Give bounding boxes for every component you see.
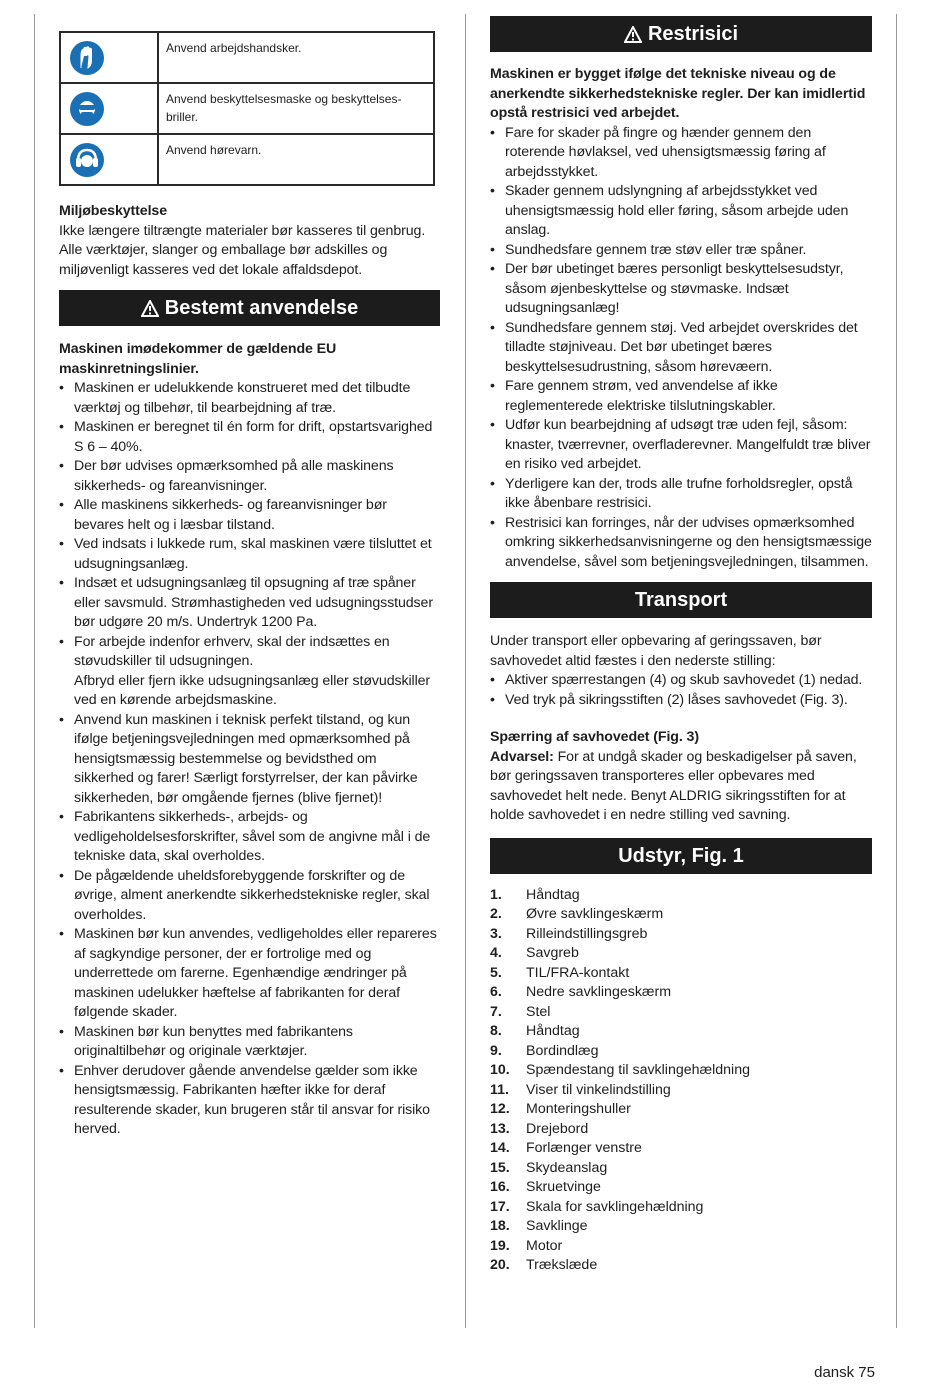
list-item: 12. Monteringshuller <box>490 1101 631 1117</box>
list-item: • Fare gennem strøm, ved anvendelse af ikke reglementerede elektriske tilslutningskabler. <box>490 377 872 416</box>
list-item: • Indsæt et udsugningsanlæg til opsugning af træ spåner eller savsmuld. Strømhastigheden ved udsugningsstudser bør udgøre 20 m/s. Undertryk 1200 Pa. <box>59 574 440 633</box>
ppe-text: Anvend hørevarn. <box>158 134 434 185</box>
intended-use-header <box>59 290 440 326</box>
left-column <box>59 202 440 1140</box>
equipment-list <box>490 886 872 1276</box>
list-item: 7. Stel <box>490 1003 551 1020</box>
list-item: • Sundhedsfare gennem støj. Ved arbejdet overskrides det tilladte støjniveau. Det bør ubetinget bæres beskyttelsesudrustning, såsom hørevæern. <box>490 319 872 378</box>
list-item: • Sundhedsfare gennem træ støv eller træ spåner. <box>490 241 872 261</box>
transport-text: Under transport eller opbevaring af geringssaven, bør savhovedet altid fæstes i den nederste stilling: <box>490 633 822 669</box>
intended-use-heading: Bestemt anvendelse <box>164 297 359 319</box>
environment-heading: Miljøbeskyttelse <box>59 203 167 219</box>
list-item: 4. Savgreb <box>490 945 579 961</box>
ppe-table <box>59 31 435 186</box>
list-item: • Fabrikantens sikkerheds-, arbejds- og vedligeholdelsesforskrifter, såvel som de angivne mål i de tekniske data, skal overholdes. <box>59 808 440 867</box>
ppe-text: Anvend arbejdshandsker. <box>158 32 434 83</box>
column-rule-right <box>896 14 897 1328</box>
list-item: • Enhver derudover gående anvendelse gælder som ikke hensigtsmæssig. Fabrikanten hæfter ikke for deraf resulterende skader, kun brugeren står til ansvar for risiko herved. <box>59 1062 440 1140</box>
list-item: 15. Skydeanslag <box>490 1159 608 1176</box>
warning-triangle-icon <box>141 293 159 329</box>
list-item: 19. Motor <box>490 1237 563 1254</box>
list-item: • Maskinen er beregnet til én form for drift, opstartsvarighed S 6 – 40%. <box>59 418 440 457</box>
warning-paragraph <box>490 748 872 826</box>
list-item: • Der bør ubetinget bæres personligt beskyttelsesudstyr, såsom øjenbeskyttelse og støvmaske. Indsæt udsugningsanlæg! <box>490 260 872 319</box>
ppe-row <box>60 32 434 83</box>
list-item: 14. Forlænger venstre <box>490 1140 642 1156</box>
restrictions-heading: Restrisici <box>647 23 739 45</box>
list-item: • Maskinen bør kun anvendes, vedligeholdes eller repareres af sagkyndige personer, der er fortrolige med og underrettede om farerne. Egenhændige ændringer på maskinen udelukker hæftelse af fabrikanten for deraf følgende skader. <box>59 925 440 1023</box>
column-rule-center <box>465 14 466 1328</box>
list-item-text: For arbejde indenfor erhverv, skal der indsættes en støvudskiller til udsugningen. <box>74 633 390 669</box>
list-item: 1. Håndtag <box>490 886 580 903</box>
gloves-icon <box>70 41 104 75</box>
column-rule-left <box>34 14 35 1328</box>
list-item: 9. Bordindlæg <box>490 1042 599 1059</box>
ppe-row <box>60 134 434 185</box>
locking-subheading: Spærring af savhovedet (Fig. 3) <box>490 729 699 745</box>
warning-triangle-icon <box>624 19 642 55</box>
list-item: • Udfør kun bearbejdning af udsøgt træ uden fejl, såsom: knaster, tværrevner, overfladerevner. Mangelfuldt træ bliver en risiko ved arbejdet. <box>490 416 872 475</box>
list-item: 10. Spændestang til savklingehældning <box>490 1062 750 1078</box>
list-item: 11. Viser til vinkelindstilling <box>490 1081 671 1098</box>
transport-header <box>490 582 872 618</box>
list-item: 6. Nedre savklingeskærm <box>490 984 672 1000</box>
restrictions-intro: Maskinen er bygget ifølge det tekniske niveau og de anerkendte sikkerhedstekniske regler. Der kan imidlertid opstå restrisici ved arbejdet. <box>490 66 866 121</box>
list-item: 18. Savklinge <box>490 1218 588 1234</box>
equipment-header <box>490 838 872 874</box>
list-item: • Maskinen er udelukkende konstrueret med det tilbudte værktøj og tilbehør, til bearbejdning af træ. <box>59 379 440 418</box>
list-item: • Maskinen bør kun benyttes med fabrikantens originaltilbehør og originale værktøjer. <box>59 1023 440 1062</box>
list-item: • Der bør udvises opmærksomhed på alle maskinens sikkerheds- og fareanvisninger. <box>59 457 440 496</box>
list-item: 16. Skruetvinge <box>490 1179 601 1195</box>
intended-use-list <box>59 379 440 1140</box>
warning-label: Advarsel: <box>490 748 554 765</box>
list-item <box>59 633 440 711</box>
list-item: • Yderligere kan der, trods alle trufne forholdsregler, opstå ikke åbenbare restrisici. <box>490 475 872 514</box>
restrictions-header <box>490 16 872 52</box>
list-item: • Restrisici kan forringes, når der udvises opmærksomhed omkring sikkerhedsanvisningerne og den hensigtsmæssige anvendelse, såvel som betjeningsvejledningen, tilsammen. <box>490 514 872 573</box>
ppe-row <box>60 83 434 134</box>
list-item: • Aktiver spærrestangen (4) og skub savhovedet (1) nedad. <box>490 671 872 691</box>
list-item: • Skader gennem udslyngning af arbejdsstykket ved uhensigtsmæssig hold eller føring, såsom arbejde uden anslag. <box>490 182 872 241</box>
list-item: • Ved tryk på sikringsstiften (2) låses savhovedet (Fig. 3). <box>490 691 872 711</box>
list-item: • De pågældende uheldsforebyggende forskrifter og de øvrige, alment anerkendte sikkerhedstekniske regler, skal overholdes. <box>59 867 440 926</box>
ear-protection-icon <box>70 143 104 177</box>
list-item: 3. Rilleindstillingsgreb <box>490 925 648 942</box>
list-item: • Anvend kun maskinen i teknisk perfekt tilstand, og kun ifølge betjeningsvejledningen med opmærksomhed på hensigtsmæssig bestemmelse og bevidsthed om sikkerhed og farer! Særligt forstyrrelser, der kan påvirke sikkerheden, bør omgående fjernes (blive fjernet)! <box>59 711 440 809</box>
list-item: 2. Øvre savklingeskærm <box>490 906 664 922</box>
warning-text: For at undgå skader og beskadigelser på saven, bør geringssaven transporteres eller opbevares med savhovedet helt nede. Benyt ALDRIG sikringsstiften for at holde savhovedet i en nedre stilling ved savning. <box>490 748 857 823</box>
list-item: • Fare for skader på fingre og hænder gennem den roterende høvlaksel, ved uhensigtsmæssig føring af arbejdsstykket. <box>490 124 872 183</box>
intended-use-intro: Maskinen imødekommer de gældende EU maskinretningslinier. <box>59 341 337 377</box>
list-item: 20. Trækslæde <box>490 1257 598 1273</box>
list-item: 13. Drejebord <box>490 1120 589 1137</box>
list-item: 5. TIL/FRA-kontakt <box>490 964 630 981</box>
list-item-extra: Afbryd eller fjern ikke udsugningsanlæg eller støvudskiller ved en kørende arbejdsmaskine. <box>74 672 431 708</box>
page-number: dansk 75 <box>814 1364 875 1381</box>
list-item: 17. Skala for savklingehældning <box>490 1198 704 1215</box>
mask-goggles-icon <box>70 92 104 126</box>
environment-text: Ikke længere tiltrængte materialer bør kasseres til genbrug. Alle værktøjer, slanger og emballage bør adskilles og miljøvenligt kasseres ved det lokale affaldsdepot. <box>59 222 426 278</box>
equipment-heading: Udstyr, Fig. 1 <box>618 844 744 867</box>
right-column <box>490 16 872 1276</box>
transport-heading: Transport <box>634 589 728 611</box>
ppe-text: Anvend beskyttelsesmaske og beskyttelses-briller. <box>158 83 434 134</box>
transport-list <box>490 671 872 710</box>
list-item: • Alle maskinens sikkerheds- og fareanvisninger bør bevares helt og i læsbar tilstand. <box>59 496 440 535</box>
list-item: 8. Håndtag <box>490 1023 580 1039</box>
restrictions-list <box>490 124 872 573</box>
list-item: • Ved indsats i lukkede rum, skal maskinen være tilsluttet et udsugningsanlæg. <box>59 535 440 574</box>
